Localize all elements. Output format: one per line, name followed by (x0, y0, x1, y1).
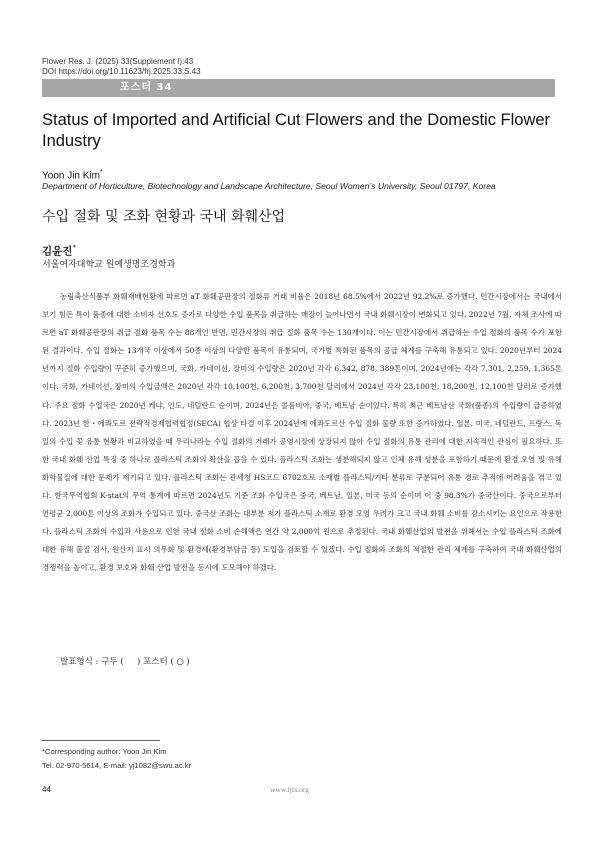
abstract-body: 농림축산식품부 화훼재배현황에 따르면 aT 화훼공판장의 절화류 거래 비율은 2018년 68.5%에서 2022년 92.2%로 증가했다. 민간시장에서는 국내에서 보기 힘든 특이 품종에 대한 소비자 선호도 증가로 다양한 수입 품목을 취급하는 매장이 늘어나면서 국내 화훼시장이 변화되고 있다. 2022년 7월, 자체 조사에 따르면 aT 화훼공판장의 취급 절화 품목 수는 88개인 반면, 민간시장의 취급 절화 품목 수는 130개이다. 이는 민간시장에서 취급하는 수입 절화의 품목 수가 포함된 결과이다. 수입 절화는 13개국 이상에서 50종 이상의 다양한 품목이 유통되며, 국가별 특화된 품목의 공급 체계를 구축해 유통되고 있다. 2020년부터 2024년까지 절화 수입량이 꾸준히 증가했으며, 국화, 카네이션, 장미의 수입량은 2020년 각각 6,342, 878, 389톤이며, 2024년에는 각각 7,301, 2,259, 1,365톤이다. 국화, 카네이션, 장미의 수입금액은 2020년 각각 10,100천, 6,200천, 3,700천 달러에서 2024년 각각 23,100천, 18,200천, 12,100천 달러로 증가했다. 주요 절화 수입국은 2020년 케냐, 인도, 네덜란드 순이며, 2024년은 콜롬비아, 중국, 베트남 순이었다. 특히 최근 베트남산 국화(품종)의 수입량이 급증하였다. 2023년 한・에콰도르 전략적경제협력협정(SECA) 협상 타결 이후 2024년에 에콰도르산 수입 절화 물량 또한 증가하였다. 일본, 미국, 네덜란드, 프랑스, 독일의 수입 꽃 유통 현황과 비교하였을 때 우리나라는 수입 절화의 거래가 공영시장에 상장되지 않아 수입 절화의 유통 관리에 대한 지속적인 관심이 필요하다. 또한 국내 화훼 산업 특징 중 하나로 플라스틱 조화의 확산을 꼽을 수 있다. 플라스틱 조화는 생분해되지 않고 인체 유해 성분을 포함하기 때문에 환경 오염 및 유해 화학물질에 대한 문제가 제기되고 있다. 플라스틱 조화는 관세청 HS코드 6702호로 소재별 플라스틱/기타 분류로 구분되어 유통 경로 추적에 어려움을 겪고 있다. 한국무역협회 K-stat의 무역 통계에 따르면 2024년도 기준 조화 수입국은 중국, 베트남, 일본, 미국 등의 순이며 이 중 98.3%가 중국산이다. 중국으로부터 연평균 2,000톤 이상의 조화가 수입되고 있다. 중국산 조화는 대부분 저가 플라스틱 소재로 환경 오염 우려가 크고 국내 화훼 소비를 감소시키는 요인으로 작용한다. 플라스틱 조화의 수입과 사용으로 인한 국내 절화 소비 손해액은 연간 약 2,000억 원으로 추정된다. 국내 화훼산업의 발전을 위해서는 수입 플라스틱 조화에 대한 유해 물질 검사, 원산지 표시 의무화 및 환경세(환경부담금 등) 도입을 검토할 수 있겠다. 수입 절화와 조화의 적절한 관리 체계를 구축하여 국내 화훼산업의 경쟁력을 높이고, 환경 보호와 화훼 산업 발전을 동시에 도모해야 하겠다. (42, 292, 562, 573)
korean-title: 수입 절화 및 조화 현황과 국내 화훼산업 (42, 209, 286, 225)
footnote (42, 745, 191, 773)
journal-website[interactable]: www.ijfs.org (270, 785, 309, 794)
english-author-name: Yoon Jin Kim (42, 170, 100, 182)
page-number: 44 (42, 785, 51, 794)
english-affiliation: Department of Horticulture, Biotechnology and Landscape Architecture, Seoul Women’s University, Seoul 01797, Korea (42, 181, 496, 191)
korean-affiliation: 서울여자대학교 원예생명조경학과 (42, 260, 176, 270)
english-title: Status of Imported and Artificial Cut Flowers and the Domestic Flower Industry (42, 111, 551, 150)
presentation-format: 발표형식 : 구두 ( ) 포스터 ( ○ ) (60, 657, 190, 667)
doi-line: DOI https://doi.org/10.11623/frj.2025.33.S.43 (42, 67, 201, 76)
corresponding-author: *Corresponding author: Yoon Jin Kim (42, 747, 167, 756)
journal-citation: Flower Res. J. (2025) 33(Supplement I):43 (42, 57, 194, 66)
korean-author (42, 242, 76, 259)
korean-author-name: 김윤진 (42, 245, 73, 258)
contact-info: Tel. 02-970-5614, E-mail: yj1082@swu.ac.kr (42, 761, 192, 770)
english-author-mark: * (100, 169, 103, 176)
poster-bar (42, 79, 555, 97)
korean-author-mark: * (72, 244, 76, 252)
poster-label: 포스터 34 (120, 82, 173, 93)
footnote-rule (42, 740, 160, 741)
